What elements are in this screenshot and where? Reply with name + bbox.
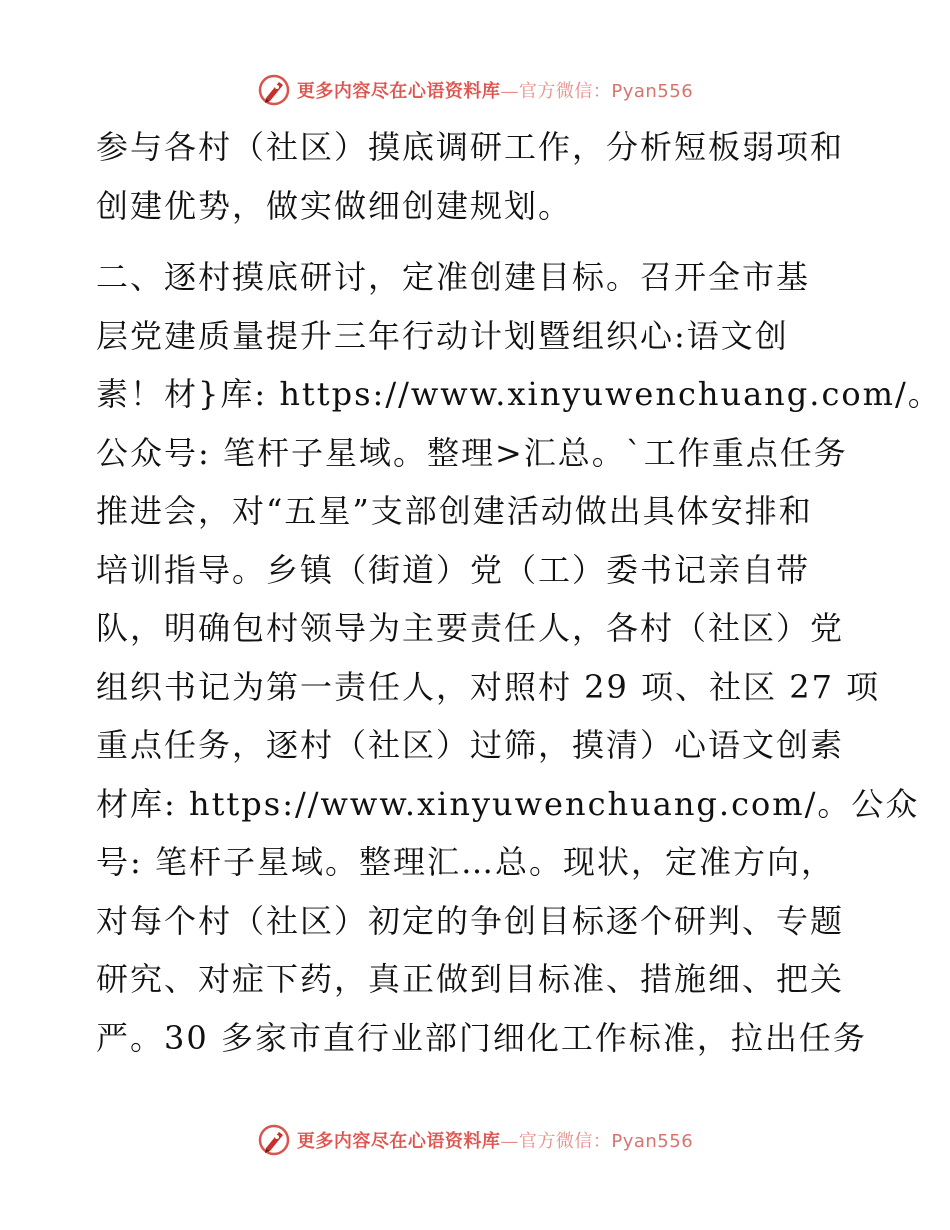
text-line: 队，明确包村领导为主要责任人，各村（社区）党 — [96, 609, 845, 647]
banner-wechat-id: Pyan556 — [611, 1131, 694, 1152]
text-line: 组织书记为第一责任人，对照村 29 项、社区 27 项 — [96, 667, 881, 706]
banner-wechat-label: —官方微信： — [500, 1131, 612, 1152]
banner-text — [297, 1127, 693, 1153]
pen-nib-logo-icon — [257, 1123, 291, 1157]
text-line: 研究、对症下药，真正做到目标准、措施细、把关 — [96, 960, 845, 998]
text-line: 创建优势，做实做细创建规划。 — [96, 186, 573, 225]
header-banner — [0, 70, 950, 110]
banner-site-name: 更多内容尽在心语资料库 — [296, 81, 501, 102]
text-line: 参与各村（社区）摸底调研工作，分析短板弱项和 — [96, 128, 845, 166]
text-line: 对每个村（社区）初定的争创目标逐个研判、专题 — [96, 901, 845, 940]
text-line: 二、逐村摸底研讨，定准创建目标。召开全市基 — [96, 258, 811, 296]
paragraph-2 — [96, 248, 942, 1067]
banner-wechat-label: —官方微信： — [500, 81, 612, 102]
banner-site-name: 更多内容尽在心语资料库 — [296, 1131, 501, 1152]
text-line: 严。30 多家市直行业部门细化工作标准，拉出任务 — [96, 1018, 867, 1057]
banner-wechat-id: Pyan556 — [611, 81, 694, 102]
footer-banner — [0, 1120, 950, 1160]
text-line: 素！材}库: https://www.xinyuwenchuang.com/。 — [96, 375, 942, 413]
banner-text — [297, 77, 693, 103]
text-line: 重点任务，逐村（社区）过筛，摸清）心语文创素 — [96, 726, 845, 764]
text-line: 层党建质量提升三年行动计划暨组织心:语文创 — [96, 316, 789, 355]
text-line: 推进会，对“五星”支部创建活动做出具体安排和 — [96, 492, 813, 530]
text-line: 培训指导。乡镇（街道）党（工）委书记亲自带 — [96, 550, 811, 589]
text-line: 公众号: 笔杆子星域。整理>汇总。`工作重点任务 — [96, 433, 848, 472]
document-body — [96, 118, 942, 1067]
text-line: 材库: https://www.xinyuwenchuang.com/。公众 — [96, 784, 920, 823]
pen-nib-logo-icon — [257, 73, 291, 107]
text-line: 号: 笔杆子星域。整理汇…总。现状，定准方向， — [96, 843, 835, 881]
paragraph-1 — [96, 118, 856, 235]
